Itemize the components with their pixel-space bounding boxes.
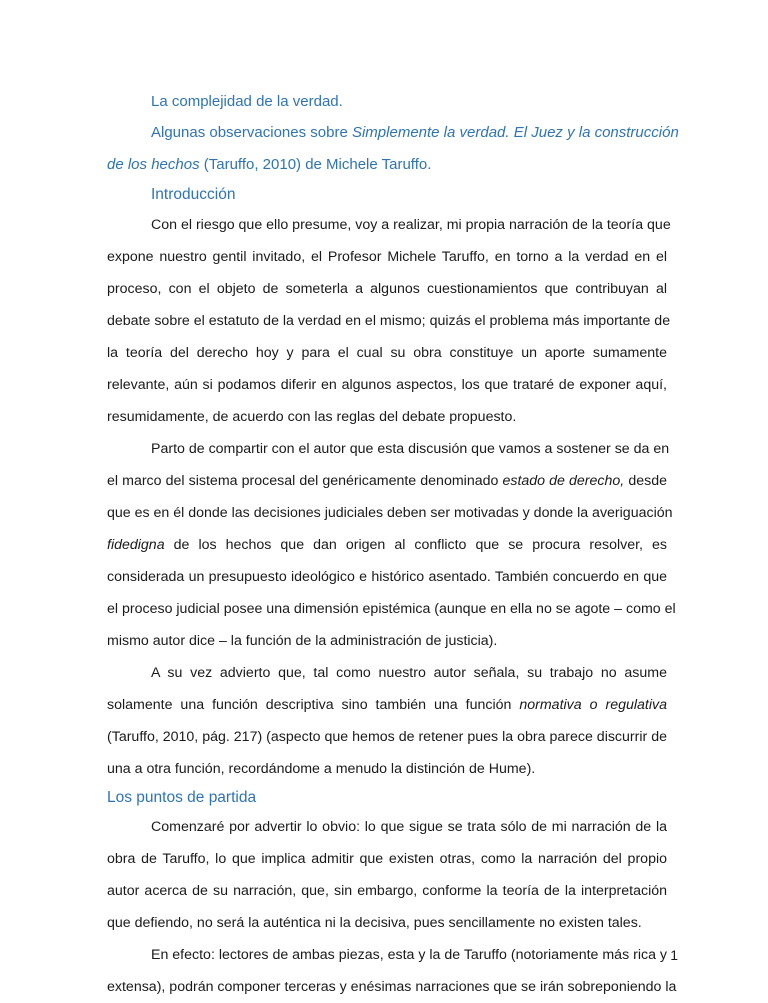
text-span: solamente una función descriptiva sino también una función (107, 697, 520, 713)
intro-heading: Introducción (151, 186, 236, 203)
text-line: resumidamente, de acuerdo con las reglas del debate propuesto. (107, 409, 517, 425)
italic-text: estado de derecho, (502, 473, 625, 489)
text-line: considerada un presupuesto ideológico e histórico asentado. También concuerdo en que (107, 569, 667, 585)
text-line (107, 689, 667, 721)
text-span: de los hechos que dan origen al conflicto que se procura resolver, es (164, 537, 667, 553)
text-span: desde (624, 473, 667, 489)
document-subtitle-line-2 (107, 149, 667, 181)
subtitle-suffix: (Taruffo, 2010) de Michele Taruffo. (199, 156, 432, 173)
paragraph-3 (107, 657, 667, 785)
text-line: una a otra función, recordándome a menudo la distinción de Hume). (107, 761, 536, 777)
paragraph-4 (107, 811, 667, 939)
document-title: La complejidad de la verdad. (151, 93, 343, 110)
text-line (107, 529, 667, 561)
page-number: 1 (670, 947, 678, 963)
document-subtitle-line-1 (107, 117, 679, 149)
document-body (107, 87, 679, 1003)
text-line: En efecto: lectores de ambas piezas, esta y la de Taruffo (notoriamente más rica y (151, 947, 668, 963)
text-line: debate sobre el estatuto de la verdad en el mismo; quizás el problema más importante de (107, 313, 671, 329)
italic-text: normativa o regulativa (519, 697, 667, 713)
subtitle-book-title: Simplemente la verdad. El Juez y la construcción (351, 124, 679, 141)
subtitle-prefix: Algunas observaciones sobre (151, 124, 352, 141)
subtitle-book-title-cont: de los hechos (107, 156, 200, 173)
text-line (107, 465, 667, 497)
text-line: extensa), podrán componer terceras y enésimas narraciones que se irán sobreponiendo la (107, 979, 677, 995)
text-line: la teoría del derecho hoy y para el cual su obra constituye un aporte sumamente (107, 345, 667, 361)
text-span: el marco del sistema procesal del genéricamente denominado (107, 473, 503, 489)
text-line: (Taruffo, 2010, pág. 217) (aspecto que hemos de retener pues la obra parece discurrir de (107, 729, 667, 745)
paragraph-2 (107, 433, 676, 657)
text-line: que es en él donde las decisiones judiciales deben ser motivadas y donde la averiguación (107, 505, 673, 521)
text-line: autor acerca de su narración, que, sin embargo, conforme la teoría de la interpretación (107, 883, 667, 899)
text-line: proceso, con el objeto de someterla a algunos cuestionamientos que contribuyan al (107, 281, 667, 297)
text-line: Parto de compartir con el autor que esta discusión que vamos a sostener se da en (151, 441, 670, 457)
text-line: mismo autor dice – la función de la administración de justicia). (107, 633, 498, 649)
text-line: expone nuestro gentil invitado, el Profesor Michele Taruffo, en torno a la verdad en el (107, 249, 667, 265)
text-line: Con el riesgo que ello presume, voy a realizar, mi propia narración de la teoría que (151, 217, 671, 233)
text-line: el proceso judicial posee una dimensión epistémica (aunque en ella no se agote – como el (107, 601, 676, 617)
text-line: Comenzaré por advertir lo obvio: lo que sigue se trata sólo de mi narración de la (151, 819, 667, 835)
paragraph-5 (107, 939, 677, 1003)
paragraph-1 (107, 209, 671, 433)
text-line: relevante, aún si podamos diferir en algunos aspectos, los que trataré de exponer aquí, (107, 377, 667, 393)
italic-text: fidedigna (107, 537, 165, 553)
text-line: obra de Taruffo, lo que implica admitir que existen otras, como la narración del propio (107, 851, 667, 867)
text-line: que defiendo, no será la auténtica ni la decisiva, pues sencillamente no existen tales. (107, 915, 642, 931)
section-heading: Los puntos de partida (107, 789, 257, 806)
text-line: A su vez advierto que, tal como nuestro autor señala, su trabajo no asume (151, 665, 667, 681)
